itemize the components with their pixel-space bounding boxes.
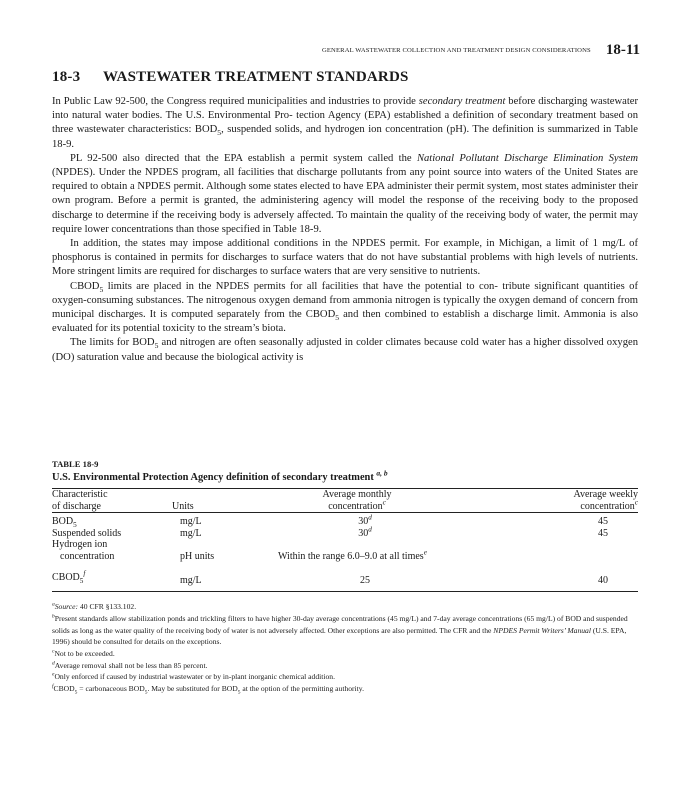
- table-row-hydrogen-ion-cont: concentration pH units Within the range 6.0–9.0 at all times$^e$: [60, 548, 427, 562]
- table-bottom-rule: [52, 591, 638, 592]
- table-row-bod: $BOD_5$ mg/L 30$^d$ 45: [52, 513, 608, 530]
- header-average-weekly: Average weekly concentration$^c$: [573, 489, 638, 512]
- table-header-rule: [52, 512, 638, 513]
- table-body: [52, 513, 638, 591]
- table-row-suspended-solids: Suspended solids mg/L 30$^d$ 45: [52, 525, 608, 539]
- table-caption: U.S. Environmental Protection Agency definition of secondary treatment $^{a, b}$: [52, 468, 388, 483]
- footnote-b: $^b$Present standards allow stabilization ponds and trickling filters to have higher 30-day average concentrations (45 mg/L) and 7-day average concentrations (65 mg/L) of BOD and suspended solids as long as the water quality of the receiving body of water is not adversely affected. Other exceptions are also permitted. The CFR and the NPDES Permit Writers’ Manual (U.S. EPA, 1996) should be consulted for details on the exceptions.: [52, 613, 628, 647]
- running-head: [52, 41, 640, 59]
- table-label: TABLE 18-9: [52, 459, 99, 469]
- footnote-e: $^e$Only enforced if caused by industrial wastewater or by in-plant inorganic chemical addition.: [52, 671, 335, 682]
- table-row-cbod: $CBOD_5^f$ mg/L 25 40: [52, 569, 608, 586]
- paragraph-seasonal-limits: The limits for $BOD_5$ and nitrogen are often seasonally adjusted in colder climates because cold water has a higher dissolved oxygen (DO) saturation value and because the biological activity is: [52, 337, 638, 363]
- section-number: 18-3: [52, 69, 81, 85]
- term-secondary-treatment: secondary treatment: [418, 96, 506, 107]
- footnote-a: $^a$Source: 40 CFR §133.102.: [52, 601, 137, 612]
- page-number: 18-11: [605, 41, 640, 58]
- paragraph-cbod: $CBOD_5$ limits are placed in the NPDES permits for all facilities that have the potential to con- tribute significant quantities of oxygen-consuming substances. The nitrogenous oxygen demand from ammonia nitrogen is typically the oxygen demand of concern from municipal discharges. It is computed separately from the $CBOD_5$ and then combined to establish a discharge limit. Ammonia is also evaluated for its potential toxicity to the stream’s biota.: [52, 280, 638, 335]
- footnote-f: $^fCBOD_5$ = carbonaceous $BOD_5$. May be substituted for $BOD_5$ at the option of the permitting authority.: [52, 683, 364, 696]
- footnote-c: $^c$Not to be exceeded.: [52, 648, 115, 658]
- table-row-hydrogen-ion: Hydrogen ion: [52, 539, 108, 551]
- table-header: [52, 489, 638, 512]
- header-units: Units: [172, 500, 194, 512]
- running-head-title: GENERAL WASTEWATER COLLECTION AND TREATMENT DESIGN CONSIDERATIONS: [321, 46, 591, 54]
- table-18-9: [52, 459, 638, 695]
- footnote-d: $^d$Average removal shall not be less than 85 percent.: [52, 660, 208, 670]
- term-npdes: National Pollutant Discharge Elimination System: [416, 152, 638, 164]
- paragraph-public-law: In Public Law 92-500, the Congress required municipalities and industries to provide secondary treatment before discharging wastewater into natural water bodies. The U.S. Environmental Pro- tection Agency (EPA) established a definition of secondary treatment based on three wastewater characteristics: $BOD_5$, suspended solids, and hydrogen ion concentration (pH). The definition is summarized in Table 18-9.: [52, 96, 638, 150]
- section-heading: [52, 69, 409, 86]
- paragraph-state-conditions: In addition, the states may impose additional conditions in the NPDES permit. For example, in Michigan, a limit of 1 mg/L of phosphorus is contained in permits for discharges to surface waters that do not have substantial problems with high levels of nutrients. More stringent limits are required for discharges to surface waters that are very sensitive to nutrients.: [52, 238, 638, 278]
- header-average-monthly: Average monthly concentration$^c$: [322, 489, 392, 512]
- paragraph-npdes: PL 92-500 also directed that the EPA establish a permit system called the National Pollutant Discharge Elimination System (NPDES). Under the NPDES program, all facilities that discharge pollutants from any point source into waters of the United States are required to obtain a NPDES permit. Although some states elected to have EPA administer their permit system, most states administer their own program. Before a permit is granted, the administering agency will model the response of the receiving body to the proposed discharge to determine if the receiving body is adversely affected. To maintain the quality of the receiving body of water, the permit may require lower concentrations than those specified in Table 18-9.: [52, 152, 638, 235]
- body-text: [52, 95, 638, 365]
- header-characteristic: Characteristic of discharge: [52, 489, 108, 512]
- table-footnotes: [52, 601, 638, 695]
- section-title: WASTEWATER TREATMENT STANDARDS: [103, 69, 409, 85]
